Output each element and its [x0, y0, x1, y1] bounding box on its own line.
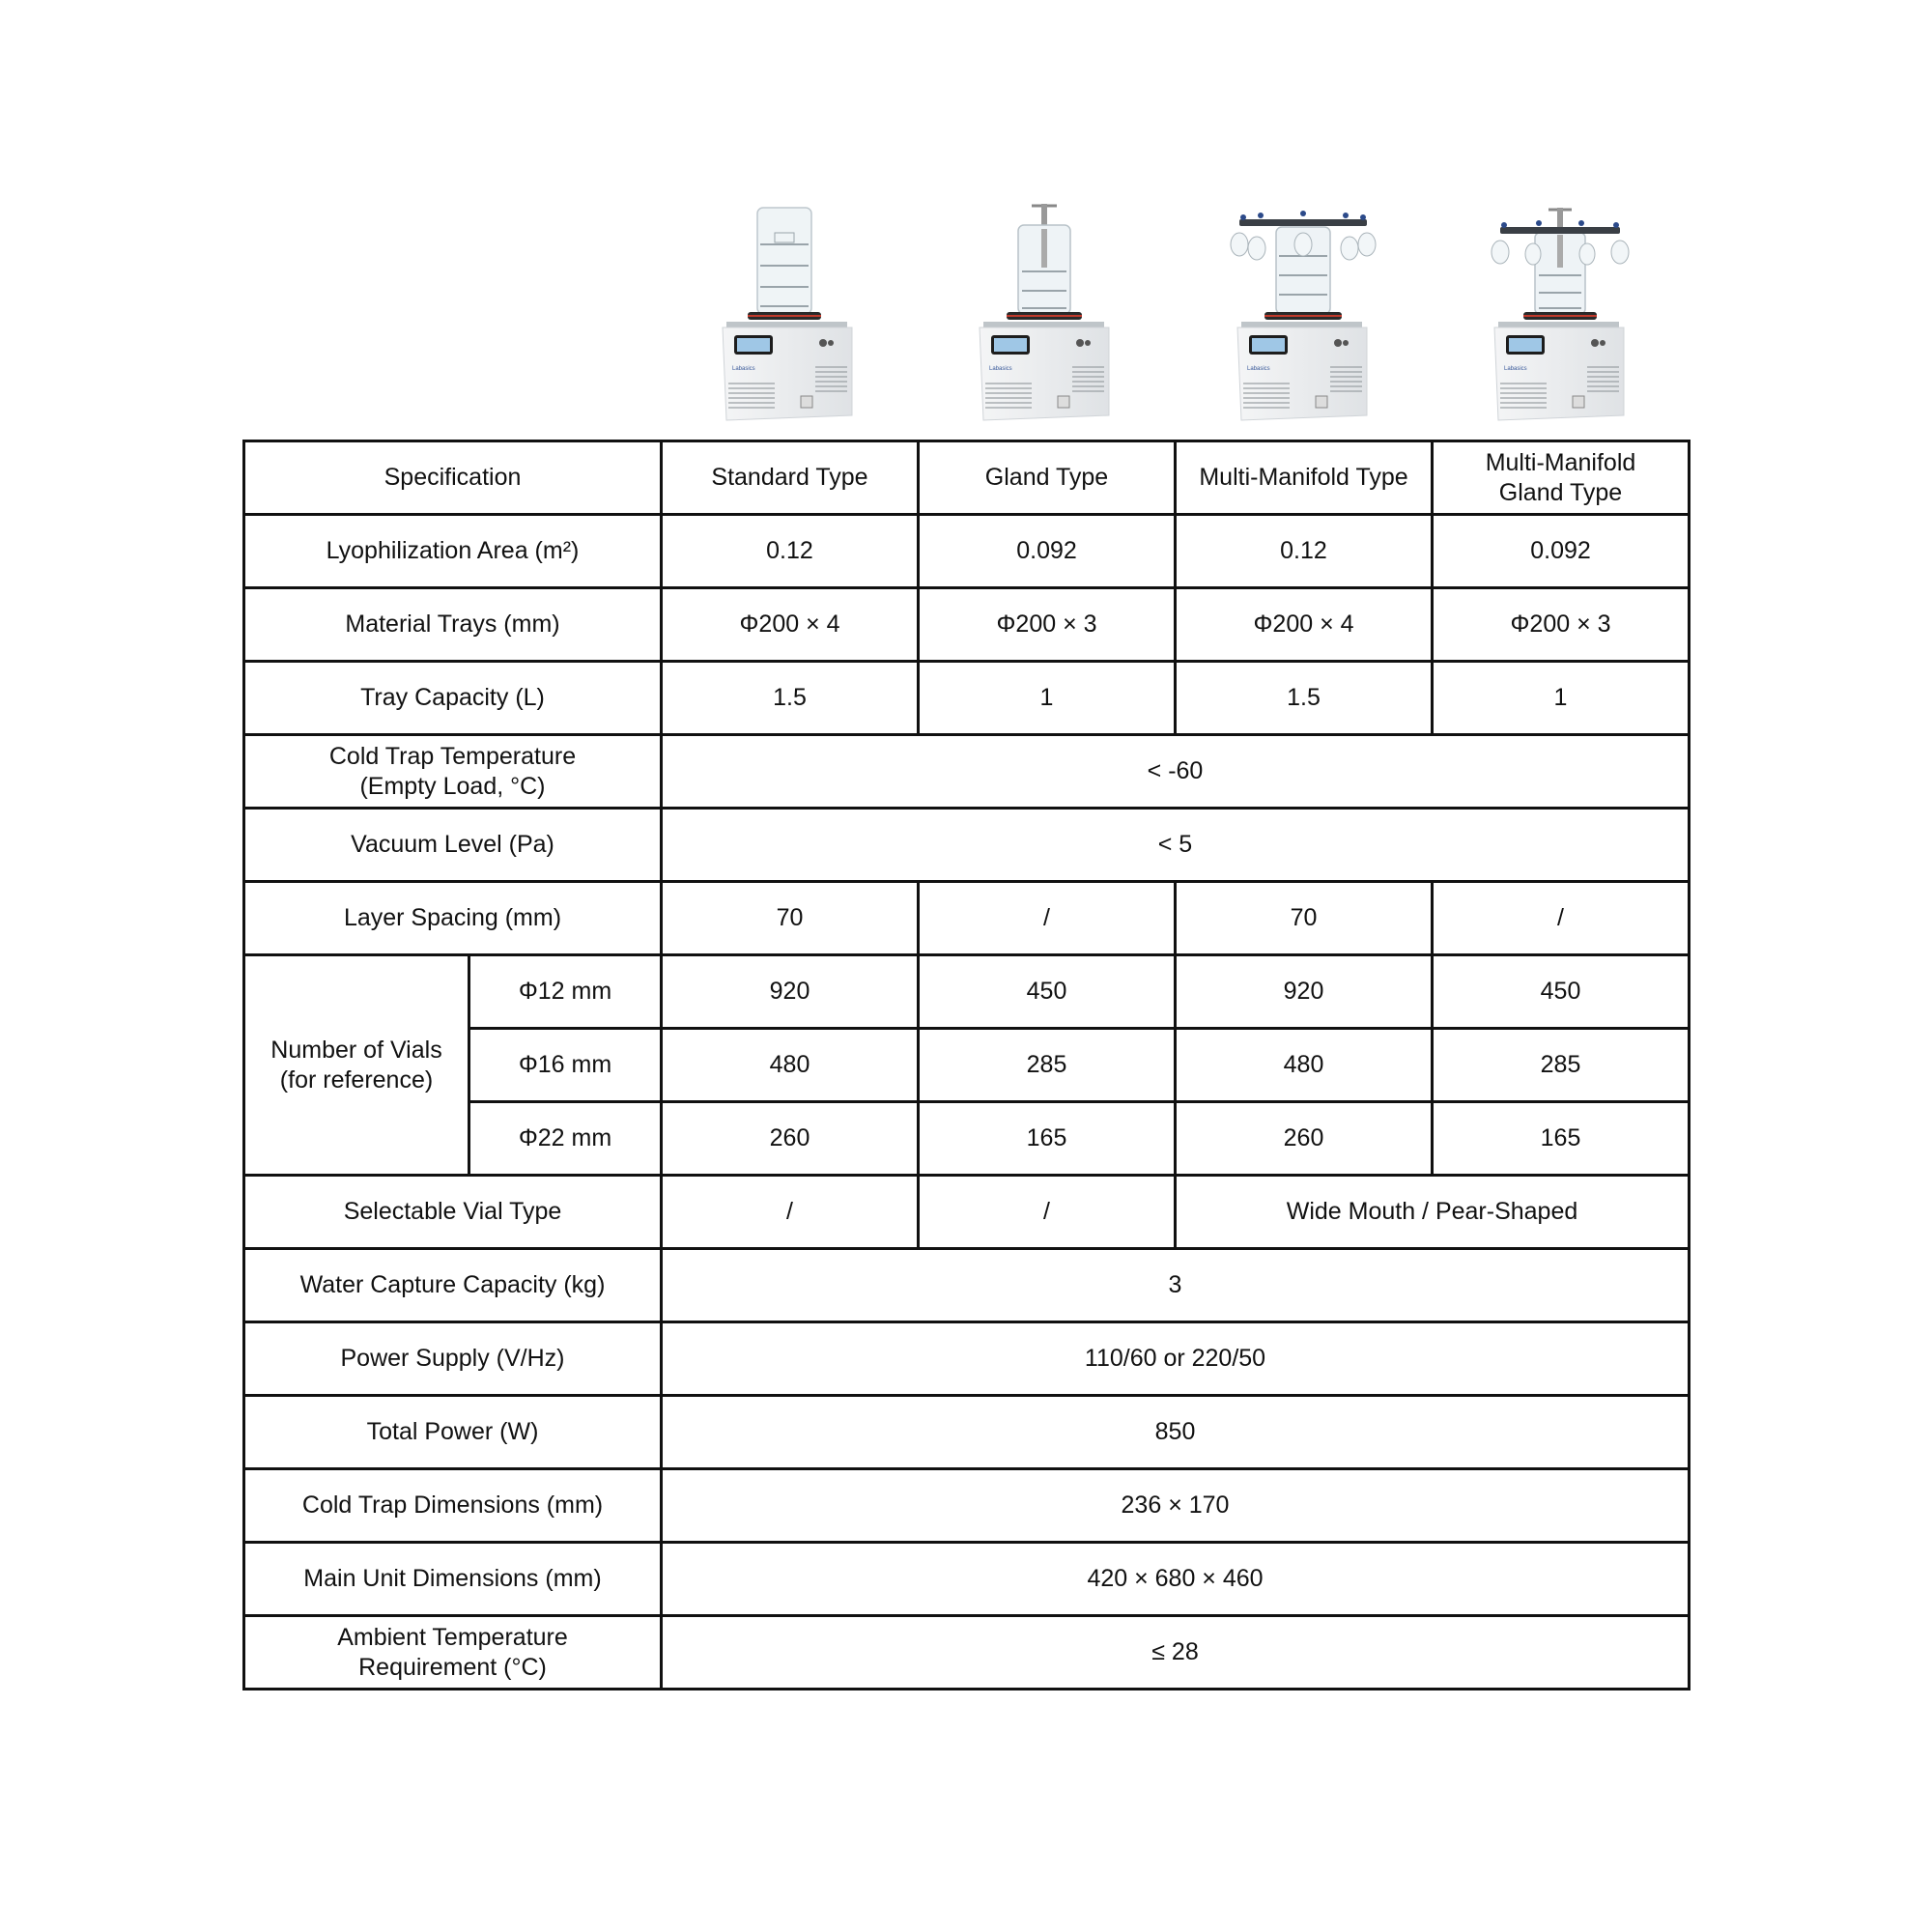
row-label: Ambient Temperature Requirement (°C) [244, 1616, 662, 1690]
cell-value: Φ200 × 4 [662, 588, 919, 662]
freeze-dryer-gland-icon [964, 198, 1128, 430]
row-label: Tray Capacity (L) [244, 662, 662, 735]
cell-value-merged: 236 × 170 [662, 1469, 1690, 1543]
header-standard-type: Standard Type [662, 441, 919, 515]
table-row-power-supply [244, 1322, 1690, 1396]
cell-value: / [662, 1176, 919, 1249]
svg-text:Labasics: Labasics [732, 366, 755, 372]
row-label: Main Unit Dimensions (mm) [244, 1543, 662, 1616]
product-image-multi-manifold-type [1176, 193, 1433, 430]
cell-value: 1 [919, 662, 1176, 735]
cell-value-merged: < -60 [662, 735, 1690, 809]
row-label: Layer Spacing (mm) [244, 882, 662, 955]
cell-value: 285 [1433, 1029, 1690, 1102]
cell-value: 1 [1433, 662, 1690, 735]
cell-value-merged: ≤ 28 [662, 1616, 1690, 1690]
cell-value-merged: 110/60 or 220/50 [662, 1322, 1690, 1396]
table-row-ambient-temperature [244, 1616, 1690, 1690]
cell-value: 450 [1433, 955, 1690, 1029]
cell-value: 285 [919, 1029, 1176, 1102]
row-label: Cold Trap Temperature (Empty Load, °C) [244, 735, 662, 809]
cell-value: Φ200 × 3 [1433, 588, 1690, 662]
svg-text:Labasics: Labasics [1503, 366, 1527, 372]
vial-size-label: Φ22 mm [469, 1102, 662, 1176]
cell-value: 920 [1176, 955, 1433, 1029]
row-label: Selectable Vial Type [244, 1176, 662, 1249]
table-row-lyophilization-area [244, 515, 1690, 588]
row-label: Water Capture Capacity (kg) [244, 1249, 662, 1322]
cell-value: 0.092 [1433, 515, 1690, 588]
cell-value-merged: 850 [662, 1396, 1690, 1469]
cell-value-merged: 3 [662, 1249, 1690, 1322]
cell-value-merged: 420 × 680 × 460 [662, 1543, 1690, 1616]
row-label: Material Trays (mm) [244, 588, 662, 662]
cell-value: 70 [662, 882, 919, 955]
product-images-row [661, 193, 1690, 430]
vial-size-label: Φ16 mm [469, 1029, 662, 1102]
header-specification: Specification [244, 441, 662, 515]
cell-value: 165 [919, 1102, 1176, 1176]
table-row-vacuum-level [244, 809, 1690, 882]
cell-value: / [919, 882, 1176, 955]
product-image-gland-type [918, 193, 1175, 430]
row-label: Lyophilization Area (m²) [244, 515, 662, 588]
table-row-water-capture-capacity [244, 1249, 1690, 1322]
cell-value: 0.12 [1176, 515, 1433, 588]
product-image-multi-manifold-gland-type [1433, 193, 1690, 430]
cell-value: Φ200 × 3 [919, 588, 1176, 662]
row-label: Power Supply (V/Hz) [244, 1322, 662, 1396]
cell-value-merged: < 5 [662, 809, 1690, 882]
cell-value: 260 [662, 1102, 919, 1176]
cell-value: 165 [1433, 1102, 1690, 1176]
freeze-dryer-multi-manifold-icon [1222, 198, 1386, 430]
table-row-main-unit-dimensions [244, 1543, 1690, 1616]
row-label: Cold Trap Dimensions (mm) [244, 1469, 662, 1543]
table-row-layer-spacing [244, 882, 1690, 955]
cell-value: 0.092 [919, 515, 1176, 588]
cell-value: 260 [1176, 1102, 1433, 1176]
product-image-standard-type [661, 193, 918, 430]
freeze-dryer-standard-icon [707, 198, 871, 430]
table-row-material-trays [244, 588, 1690, 662]
cell-value: 70 [1176, 882, 1433, 955]
specification-table [242, 440, 1690, 1690]
cell-value: 1.5 [1176, 662, 1433, 735]
freeze-dryer-multi-manifold-gland-icon [1479, 198, 1643, 430]
cell-value: 1.5 [662, 662, 919, 735]
cell-value: 480 [662, 1029, 919, 1102]
row-label: Total Power (W) [244, 1396, 662, 1469]
cell-value: 0.12 [662, 515, 919, 588]
cell-value-merged: Wide Mouth / Pear-Shaped [1176, 1176, 1690, 1249]
header-multi-manifold-type: Multi-Manifold Type [1176, 441, 1433, 515]
vial-size-label: Φ12 mm [469, 955, 662, 1029]
table-row-cold-trap-temperature [244, 735, 1690, 809]
table-row-cold-trap-dimensions [244, 1469, 1690, 1543]
svg-text:Labasics: Labasics [1246, 366, 1270, 372]
header-multi-manifold-gland-type: Multi-Manifold Gland Type [1433, 441, 1690, 515]
table-header-row [244, 441, 1690, 515]
table-row-tray-capacity [244, 662, 1690, 735]
cell-value: 480 [1176, 1029, 1433, 1102]
table-row-selectable-vial-type [244, 1176, 1690, 1249]
cell-value: / [919, 1176, 1176, 1249]
row-label-number-of-vials: Number of Vials (for reference) [244, 955, 469, 1176]
cell-value: / [1433, 882, 1690, 955]
header-gland-type: Gland Type [919, 441, 1176, 515]
cell-value: 920 [662, 955, 919, 1029]
cell-value: 450 [919, 955, 1176, 1029]
row-label: Vacuum Level (Pa) [244, 809, 662, 882]
cell-value: Φ200 × 4 [1176, 588, 1433, 662]
table-row-vials-12mm [244, 955, 1690, 1029]
table-row-total-power [244, 1396, 1690, 1469]
svg-text:Labasics: Labasics [989, 366, 1013, 372]
